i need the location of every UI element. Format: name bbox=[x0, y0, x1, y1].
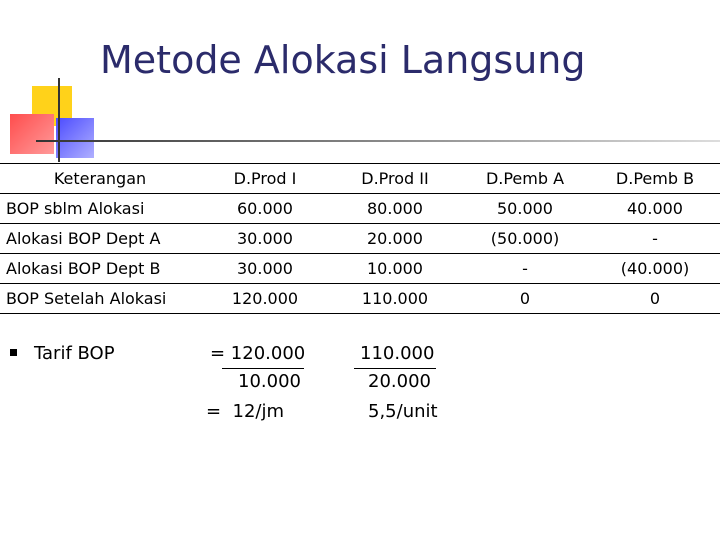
table-header-row bbox=[0, 164, 720, 194]
table-cell: - bbox=[652, 229, 658, 248]
table-cell: 0 bbox=[519, 289, 531, 308]
tarif-label: Tarif BOP bbox=[34, 343, 115, 364]
column-header: D.Pemb B bbox=[615, 169, 695, 188]
square-bullet-icon bbox=[10, 349, 17, 356]
row-label: BOP Setelah Alokasi bbox=[6, 289, 167, 308]
table-cell: 30.000 bbox=[237, 259, 293, 278]
row-label: Alokasi BOP Dept A bbox=[6, 229, 161, 248]
table-cell: 80.000 bbox=[367, 199, 423, 218]
calc2-result: 5,5/unit bbox=[368, 401, 438, 422]
table-cell: 120.000 bbox=[231, 289, 299, 308]
table-cell: - bbox=[522, 259, 528, 278]
table-row bbox=[0, 254, 720, 284]
calc1-denominator: 10.000 bbox=[238, 371, 301, 392]
column-header: D.Prod I bbox=[233, 169, 297, 188]
calc1-numerator: = 120.000 bbox=[210, 343, 306, 364]
table-cell: 60.000 bbox=[237, 199, 293, 218]
column-header: Keterangan bbox=[53, 169, 147, 188]
row-label: BOP sblm Alokasi bbox=[6, 199, 145, 218]
table-row bbox=[0, 194, 720, 224]
table-cell: (50.000) bbox=[490, 229, 560, 248]
column-header: D.Prod II bbox=[361, 169, 429, 188]
table-cell: 10.000 bbox=[367, 259, 423, 278]
decor-horizontal-line bbox=[36, 140, 720, 142]
table-cell: 40.000 bbox=[627, 199, 683, 218]
table-cell: 20.000 bbox=[367, 229, 423, 248]
calc2-fraction-line bbox=[354, 368, 436, 369]
table-cell: 30.000 bbox=[237, 229, 293, 248]
table-row bbox=[0, 284, 720, 314]
slide-title: Metode Alokasi Langsung bbox=[100, 38, 586, 82]
row-label: Alokasi BOP Dept B bbox=[6, 259, 161, 278]
column-header: D.Pemb A bbox=[485, 169, 565, 188]
table-cell: 110.000 bbox=[361, 289, 429, 308]
table-row bbox=[0, 224, 720, 254]
decor-square-red bbox=[10, 114, 54, 154]
allocation-table bbox=[0, 163, 720, 314]
decor-square-blue bbox=[56, 118, 94, 158]
table-cell: 50.000 bbox=[497, 199, 553, 218]
calc1-result: = 12/jm bbox=[206, 401, 285, 422]
decor-vertical-line bbox=[58, 78, 60, 162]
table-cell: 0 bbox=[649, 289, 661, 308]
calc2-denominator: 20.000 bbox=[368, 371, 431, 392]
calc2-numerator: 110.000 bbox=[360, 343, 435, 364]
table-cell: (40.000) bbox=[620, 259, 690, 278]
calc1-fraction-line bbox=[222, 368, 304, 369]
